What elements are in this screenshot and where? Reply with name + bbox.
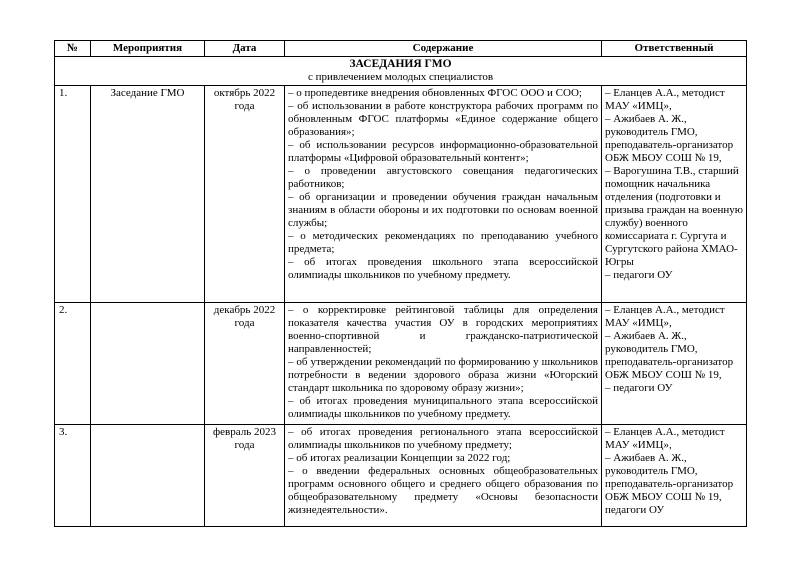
event-cell: Заседание ГМО	[91, 86, 205, 303]
events-table	[54, 40, 747, 527]
content-cell	[285, 303, 602, 425]
header-row	[55, 41, 747, 57]
row-number-cell: 2.	[55, 303, 91, 425]
section-subtitle: с привлечением молодых специалистов	[307, 71, 494, 83]
col-header-date: Дата	[205, 41, 285, 57]
responsible-cell	[602, 303, 747, 425]
responsible-item: педагоги ОУ	[605, 504, 665, 516]
content-cell	[285, 425, 602, 527]
col-header-num: №	[55, 41, 91, 57]
content-item: – об итогах проведения муниципального этапа всероссийской олимпиады школьников по учебному предмету.	[288, 395, 598, 420]
row-number-cell: 3.	[55, 425, 91, 527]
event-cell	[91, 303, 205, 425]
responsible-item: – педагоги ОУ	[605, 269, 673, 281]
date-cell: декабрь 2022 года	[205, 303, 285, 425]
col-header-event: Мероприятия	[91, 41, 205, 57]
content-item: – о пропедевтике внедрения обновленных ФГОС ООО и СОО;	[288, 87, 582, 99]
table-row	[55, 425, 747, 527]
table-row	[55, 303, 747, 425]
responsible-item: – педагоги ОУ	[605, 382, 673, 394]
content-item: – о корректировке рейтинговой таблицы для определения показателя качества участия ОУ в городских мероприятиях военно-спортивной и гражданско-патриотической направленностей;	[288, 304, 598, 355]
responsible-item: – Варогушина Т.В., старший помощник начальника отделения (подготовки и призыва граждан на военную службу) военного комиссариата г. Сургута и Сургутского района ХМАО-Югры	[605, 165, 743, 268]
content-item: – об использовании в работе конструктора рабочих программ по обновленным ФГОС платформы «Единое содержание общего образования»;	[288, 100, 598, 138]
content-item: – об итогах реализации Концепции за 2022 год;	[288, 452, 511, 464]
content-item: – об итогах проведения школьного этапа всероссийской олимпиады школьников по учебному предмету.	[288, 256, 598, 281]
section-row	[55, 57, 747, 86]
content-item: – о проведении августовского совещания педагогических работников;	[288, 165, 598, 190]
col-header-responsible: Ответственный	[602, 41, 747, 57]
responsible-item: – Еланцев А.А., методист МАУ «ИМЦ»,	[605, 426, 725, 451]
row-number-cell: 1.	[55, 86, 91, 303]
col-header-content: Содержание	[285, 41, 602, 57]
content-item: – об утверждении рекомендаций по формированию у школьников потребности в ведении здорового образа жизни «Югорский стандарт школьника по здоровому образу жизни»;	[288, 356, 598, 394]
section-title: ЗАСЕДАНИЯ ГМО	[349, 58, 452, 70]
date-cell: октябрь 2022 года	[205, 86, 285, 303]
section-cell	[55, 57, 747, 86]
responsible-item: – Ажибаев А. Ж., руководитель ГМО, преподаватель-организатор ОБЖ МБОУ СОШ № 19,	[605, 113, 734, 164]
content-cell	[285, 86, 602, 303]
content-item: – об итогах проведения регионального этапа всероссийской олимпиады школьников по учебному предмету;	[288, 426, 598, 451]
date-cell: февраль 2023 года	[205, 425, 285, 527]
content-item: – о методических рекомендациях по преподаванию учебного предмета;	[288, 230, 598, 255]
responsible-item: – Ажибаев А. Ж., руководитель ГМО, преподаватель-организатор ОБЖ МБОУ СОШ № 19,	[605, 330, 734, 381]
table-row	[55, 86, 747, 303]
responsible-cell	[602, 425, 747, 527]
content-item: – об использовании ресурсов информационно-образовательной платформы «Цифровой образовательный контент»;	[288, 139, 598, 164]
content-item: – об организации и проведении обучения граждан начальным знаниям в области обороны и их подготовки по основам военной службы;	[288, 191, 598, 229]
responsible-item: – Еланцев А.А., методист МАУ «ИМЦ»,	[605, 87, 725, 112]
content-item: – о введении федеральных основных общеобразовательных программ основного общего и среднего общего образования по общеобразовательному предмету «Основы безопасности жизнедеятельности».	[288, 465, 598, 516]
event-cell	[91, 425, 205, 527]
responsible-cell	[602, 86, 747, 303]
responsible-item: – Ажибаев А. Ж., руководитель ГМО, преподаватель-организатор ОБЖ МБОУ СОШ № 19,	[605, 452, 734, 503]
responsible-item: – Еланцев А.А., методист МАУ «ИМЦ»,	[605, 304, 725, 329]
